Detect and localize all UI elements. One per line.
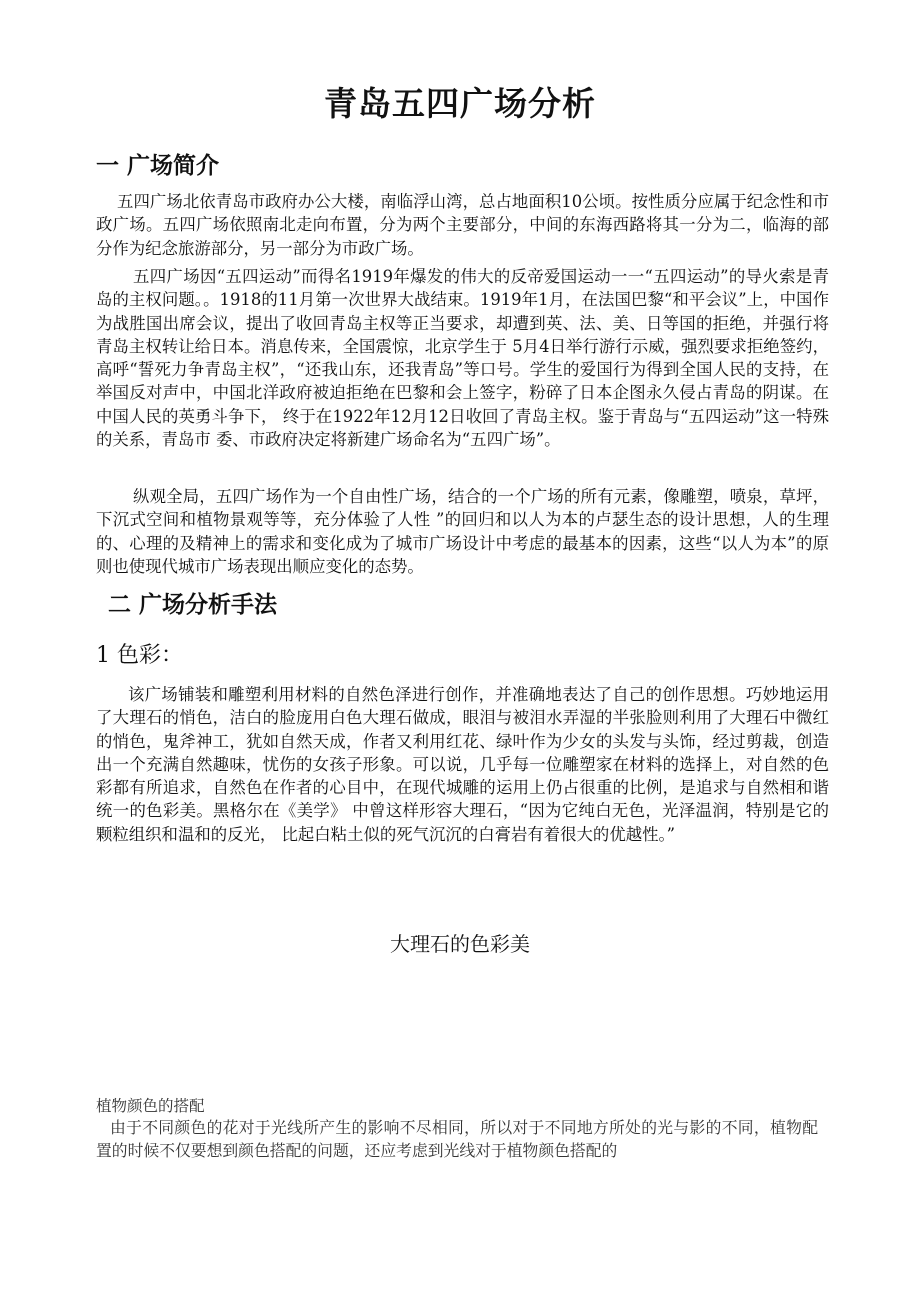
subsection-heading-color: 1 色彩： xyxy=(96,643,183,668)
plant-color-paragraph: 由于不同颜色的花对于光线所产生的影响不尽相同，所以对于不同地方所处的光与影的不同，植物配置的时候不仅要想到颜色搭配的问题，还应考虑到光线对于植物颜色搭配的 xyxy=(96,1118,818,1161)
color-paragraph: 该广场铺装和雕塑利用材料的自然色泽进行创作，并准确地表达了自己的创作思想。巧妙地运用了大理石的悄色，洁白的脸庞用白色大理石做成，眼泪与被泪水弄湿的半张脸则利用了大理石中微红的悄色，鬼斧神工，犹如自然天成，作者又利用红花、绿叶作为少女的头发与头饰，经过剪裁，创造出一个充满自然趣味，忧伤的女孩子形象。可以说，几乎每一位雕塑家在材料的选择上，对自然的色彩都有所追求，自然色在作者的心目中，在现代城雕的运用上仍占很重的比例，是追求与自然相和谐统一的色彩美。黑格尔在《美学》 中曾这样形容大理石，“因为它纯白无色，光泽温润，特别是它的颗粒组织和温和的反光， 比起白粘土似的死气沉沉的白膏岩有着很大的优越性。” xyxy=(96,685,829,844)
intro-paragraph-2: 五四广场因“五四运动”而得名1919年爆发的伟大的反帝爱国运动一一“五四运动”的导火索是青岛的主权问题。。1918的11月第一次世界大战结束。1919年1月，在法国巴黎“和平会议”上，中国作为战胜国出席会议，提出了收回青岛主权等正当要求，却遭到英、法、美、日等国的拒绝，并强行将青岛主权转让给日本。消息传来，全国震惊，北京学生于 5月4日举行游行示威，强烈要求拒绝签约，高呼“誓死力争青岛主权”，“还我山东，还我青岛”等口号。学生的爱国行为得到全国人民的支持，在举国反对声中，中国北洋政府被迫拒绝在巴黎和会上签字，粉碎了日本企图永久侵占青岛的阴谋。在中国人民的英勇斗争下， 终于在1922年12月12日收回了青岛主权。鉴于青岛与“五四运动”这一特殊的关系，青岛市 委、市政府决定将新建广场命名为“五四广场”。 xyxy=(96,267,829,450)
intro-paragraph-1: 五四广场北依青岛市政府办公大楼，南临浮山湾，总占地面积10公顷。按性质分应属于纪念性和市政广场。五四广场依照南北走向布置，分为两个主要部分，中间的东海西路将其一分为二，临海的部分作为纪念旅游部分，另一部分为市政广场。 xyxy=(96,192,829,258)
section-heading-methods: 二 广场分析手法 xyxy=(108,592,278,618)
document-title: 青岛五四广场分析 xyxy=(324,84,596,123)
intro-paragraph-3: 纵观全局，五四广场作为一个自由性广场，结合的一个广场的所有元素，像雕塑，喷泉，草坪，下沉式空间和植物景观等等，充分体验了人性 ”的回归和以人为本的卢瑟生态的设计思想，人的生理的、心理的及精神上的需求和变化成为了城市广场设计中考虑的最基本的因素，这些“以人为本”的原则也使现代城市广场表现出顺应变化的态势。 xyxy=(96,487,829,576)
figure-caption: 大理石的色彩美 xyxy=(390,932,530,956)
section-heading-intro: 一 广场简介 xyxy=(96,153,220,179)
plant-color-label: 植物颜色的搭配 xyxy=(96,1097,205,1115)
